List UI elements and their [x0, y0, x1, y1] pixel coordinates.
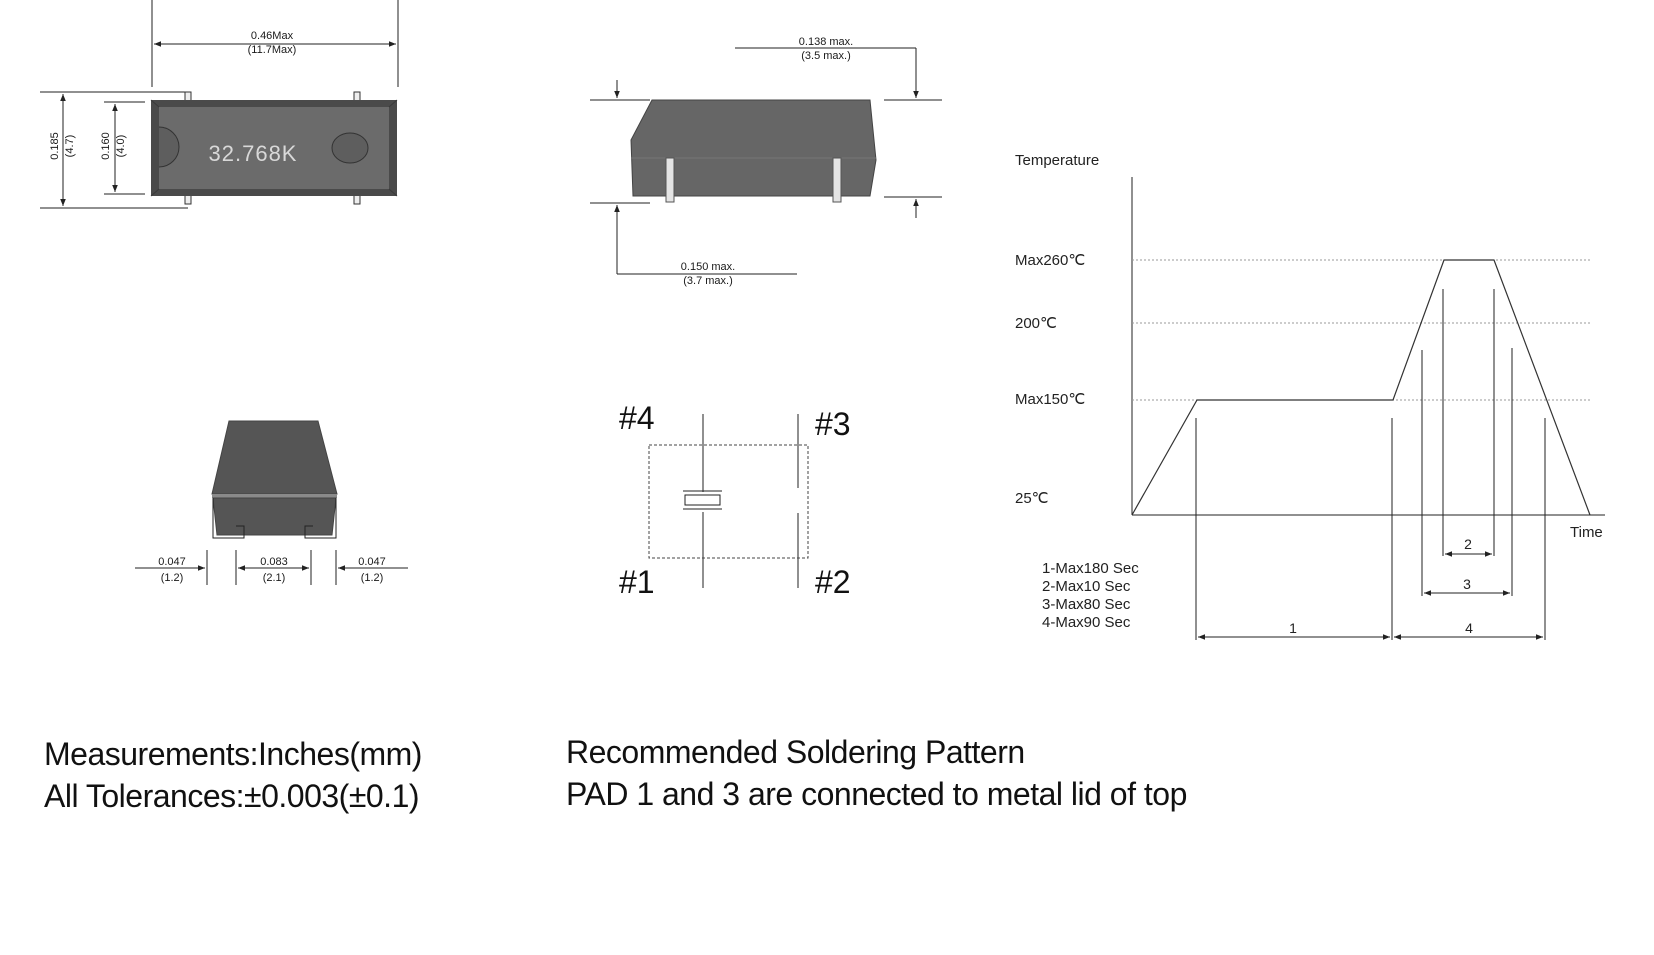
pad-gap-inches: 0.083	[260, 556, 288, 568]
metal-lid-outline	[649, 445, 808, 558]
pad-right-mm: (1.2)	[360, 572, 384, 584]
soldering-pattern-title: Recommended Soldering Pattern	[566, 734, 1025, 770]
legend-item-3: 3-Max80 Sec	[1042, 596, 1131, 613]
width-mm: (4.7)	[64, 134, 76, 158]
height-mm: (3.5 max.)	[801, 50, 851, 62]
level-25: 25℃	[1015, 490, 1049, 507]
pad-gap-mm: (2.1)	[262, 572, 286, 584]
pad-left-mm: (1.2)	[160, 572, 184, 584]
pin2-label: #2	[815, 564, 851, 600]
measurement-note	[44, 733, 422, 817]
length-mm: (11.7Max)	[247, 44, 297, 56]
legend-item-4: 4-Max90 Sec	[1042, 614, 1131, 631]
level-200: 200℃	[1015, 315, 1057, 332]
level-max260: Max260℃	[1015, 252, 1086, 269]
pin3-label: #3	[815, 406, 851, 442]
interval-1: 1	[1289, 620, 1297, 636]
pad-lid-connection-note: PAD 1 and 3 are connected to metal lid of top	[566, 776, 1187, 812]
legend-item-1: 1-Max180 Sec	[1042, 560, 1139, 577]
lead-mm: (3.7 max.)	[683, 275, 733, 287]
crystal-symbol	[685, 495, 720, 505]
soldering-note	[566, 731, 1187, 815]
temperature-axis-title: Temperature	[1015, 152, 1100, 169]
interval-2: 2	[1464, 536, 1472, 552]
legend-item-2: 2-Max10 Sec	[1042, 578, 1131, 595]
time-axis-title: Time	[1570, 524, 1603, 541]
pin1-label: #1	[619, 564, 655, 600]
lead-inches: 0.150 max.	[680, 261, 736, 273]
pad-right-inches: 0.047	[358, 556, 386, 568]
marking-dot	[332, 133, 368, 163]
level-max150: Max150℃	[1015, 391, 1086, 408]
measurements-units: Measurements:Inches(mm)	[44, 736, 422, 772]
interval-3: 3	[1463, 576, 1471, 592]
width-inches: 0.185	[49, 132, 61, 160]
reflow-curve	[1132, 260, 1590, 515]
length-inches: 0.46Max	[250, 30, 294, 42]
pad-left-inches: 0.047	[158, 556, 186, 568]
side-view	[590, 36, 942, 287]
reflow-profile	[1015, 152, 1605, 640]
height-inches: 0.138 max.	[798, 36, 854, 48]
pin4-label: #4	[619, 400, 655, 436]
interval-4: 4	[1465, 620, 1473, 636]
pin-schematic	[619, 400, 851, 600]
body-width-mm: (4.0)	[115, 134, 127, 158]
crystal-package-front	[212, 421, 337, 494]
tolerances: All Tolerances:±0.003(±0.1)	[44, 778, 420, 814]
part-marking: 32.768K	[208, 141, 298, 166]
top-view	[40, 0, 398, 208]
pad-view	[135, 421, 408, 585]
body-width-inches: 0.160	[100, 132, 112, 160]
